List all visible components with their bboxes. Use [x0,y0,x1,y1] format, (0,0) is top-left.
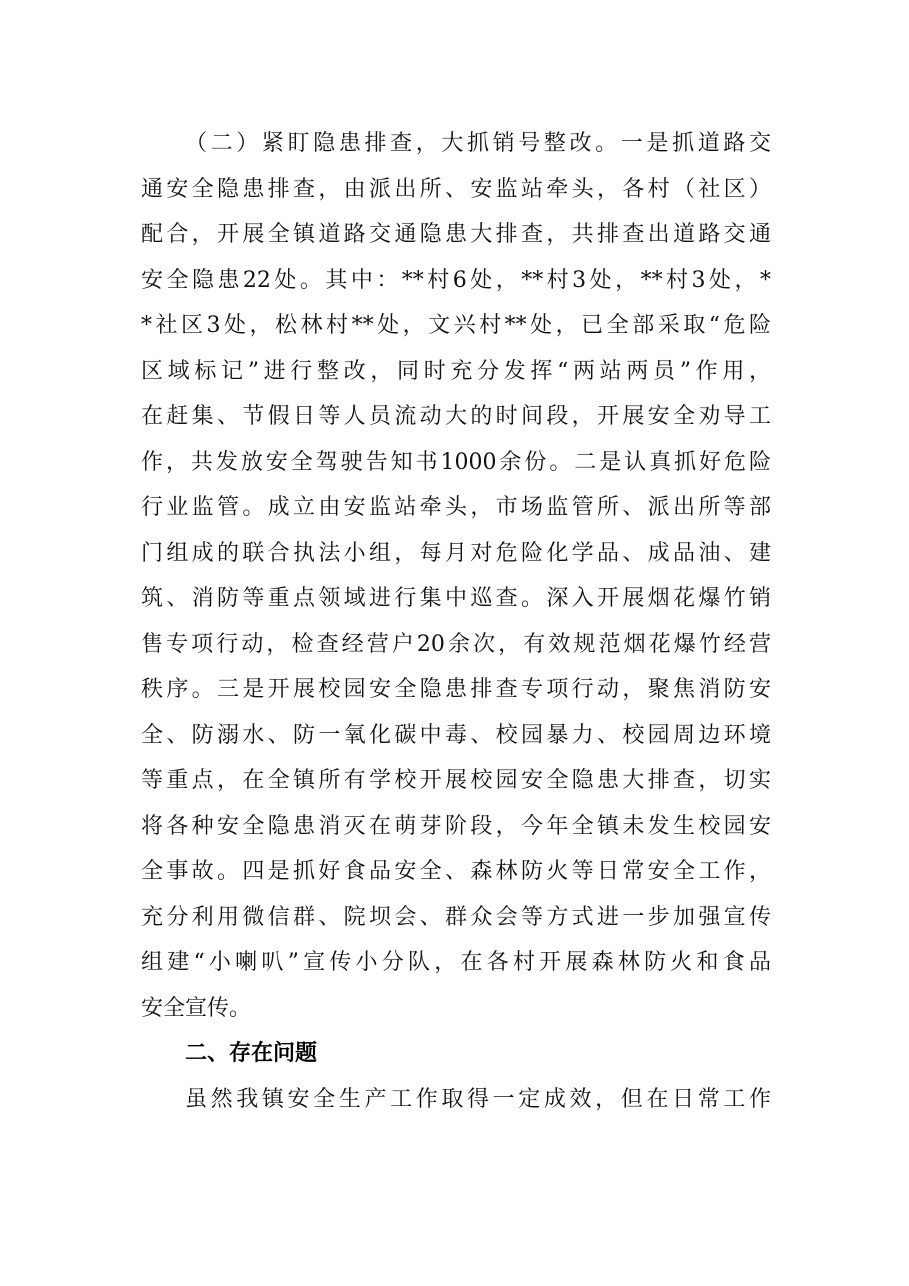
paragraph-line: 全、防溺水、防一氧化碳中毒、校园暴力、校园周边环境 [141,722,771,748]
section-heading: 二、存在问题 [185,1041,318,1066]
paragraph-line: 筑、消防等重点领域进行集中巡查。深入开展烟花爆竹销 [141,586,771,611]
paragraph-line: *社区3处，松林村**处，文兴村**处，已全部采取“危险 [141,313,771,338]
paragraph-line: 配合，开展全镇道路交通隐患大排查，共排查出道路交通 [141,222,771,247]
paragraph-line: 秩序。三是开展校园安全隐患排查专项行动，聚焦消防安 [141,677,771,702]
paragraph-existing-problems [141,1077,771,1123]
paragraph-line: 安全宣传。 [141,995,252,1021]
paragraph-line: 通安全隐患排查，由派出所、安监站牵头，各村（社区） [141,176,771,202]
paragraph-line: 等重点，在全镇所有学校开展校园安全隐患大排查，切实 [141,768,771,793]
paragraph-line: 区域标记”进行整改，同时充分发挥“两站两员”作用， [141,358,771,384]
paragraph-line: 作，共发放安全驾驶告知书1000余份。二是认真抓好危险 [141,449,771,475]
paragraph-line: （二）紧盯隐患排查，大抓销号整改。一是抓道路交 [185,131,771,156]
paragraph-line: 将各种安全隐患消灭在萌芽阶段，今年全镇未发生校园安 [141,813,771,839]
document-body [141,121,771,1122]
paragraph-line: 门组成的联合执法小组，每月对危险化学品、成品油、建 [141,540,771,566]
paragraph-line: 充分利用微信群、院坝会、群众会等方式进一步加强宣传 [141,904,771,930]
paragraph-line: 在赶集、节假日等人员流动大的时间段，开展安全劝导工 [141,404,771,429]
paragraph-line: 行业监管。成立由安监站牵头，市场监管所、派出所等部 [141,495,771,520]
paragraph-line: 售专项行动，检查经营户20余次，有效规范烟花爆竹经营 [141,631,771,657]
paragraph-line: 安全隐患22处。其中：**村6处，**村3处，**村3处，* [141,267,771,293]
paragraph-line: 组建“小喇叭”宣传小分队，在各村开展森林防火和食品 [141,950,771,975]
paragraph-hazard-inspection [141,121,771,1031]
paragraph-line: 全事故。四是抓好食品安全、森林防火等日常安全工作， [141,859,771,884]
paragraph-line: 虽然我镇安全生产工作取得一定成效，但在日常工作 [185,1086,771,1112]
